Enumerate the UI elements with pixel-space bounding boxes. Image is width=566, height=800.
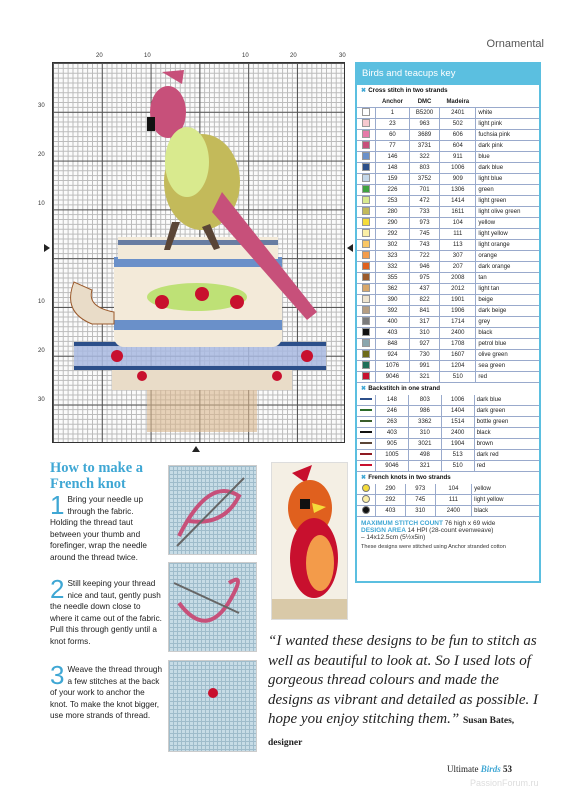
dmc-number: 3752 [409,174,439,185]
colour-name: black [472,506,539,517]
thread-swatch [357,240,376,251]
colour-name: black [474,428,539,439]
howto-title: How to make a French knot [50,460,144,492]
key-row [357,417,539,428]
anchor-number: 392 [376,306,410,317]
madeira-number: 1611 [440,207,476,218]
madeira-number: 1404 [441,406,474,417]
thread-swatch [357,273,376,284]
dmc-number: 745 [409,229,439,240]
designer-quote: “I wanted these designs to be fun to stitch as well as beautiful to look at. So I used lots of gorgeous thread colours and made the designs as vibrant and detailed as possible. I hope you enjoy stitching them.” Susan Bates, designer [268,633,538,748]
colour-name: beige [476,295,539,306]
dmc-number: 841 [409,306,439,317]
cardinal-stitched-photo [271,462,348,620]
colour-name: dark blue [476,163,539,174]
thread-swatch [357,284,376,295]
anchor-number: 146 [376,152,410,163]
thread-swatch [357,439,376,450]
dmc-number: 310 [408,428,441,439]
madeira-number: 513 [441,450,474,461]
thread-swatch [357,218,376,229]
key-title: Birds and teacups key [357,64,539,85]
madeira-number: 2008 [440,273,476,284]
design-size: – 14x12.5cm (5½x5in) [361,534,426,541]
col-madeira: Madeira [440,97,476,108]
anchor-number: 226 [376,185,410,196]
step-1: 1 Bring your needle up through the fabric. Holding the thread taut between your thumb and forefinger, wrap the needle around the thread twice. [50,490,147,562]
madeira-number: 2400 [440,328,476,339]
anchor-number: 403 [376,506,406,517]
key-row [357,339,539,350]
colour-name: brown [474,439,539,450]
key-row [357,284,539,295]
anchor-number: 400 [376,317,410,328]
madeira-number: 1514 [441,417,474,428]
thread-swatch [357,174,376,185]
madeira-number: 1708 [440,339,476,350]
dmc-number: 321 [409,372,439,383]
design-area: DESIGN AREA 14 HPI (28-count evenweave) [361,527,494,534]
thread-note: These designs were stitched using Anchor stranded cotton [361,544,506,550]
key-row [357,295,539,306]
dmc-number: 991 [409,361,439,372]
dmc-number: 701 [409,185,439,196]
backstitch-header: ✖ Backstitch in one strand [361,385,441,392]
thread-key [355,62,541,583]
madeira-number: 2012 [440,284,476,295]
center-arrow-bottom [192,446,200,452]
top-tick: 20 [96,53,103,59]
dmc-number: 310 [405,506,435,517]
dmc-number: 973 [409,218,439,229]
anchor-number: 60 [376,130,410,141]
madeira-number: 502 [440,119,476,130]
key-row [357,495,539,506]
anchor-number: 159 [376,174,410,185]
dmc-number: 3362 [408,417,441,428]
key-row [357,372,539,383]
dmc-number: 498 [408,450,441,461]
anchor-number: 253 [376,196,410,207]
watermark: PassionForum.ru [470,778,539,788]
left-tick: 20 [38,348,45,354]
thread-swatch [357,406,376,417]
key-row [357,273,539,284]
dmc-number: 986 [408,406,441,417]
colour-name: black [476,328,539,339]
madeira-number: 911 [440,152,476,163]
left-tick: 20 [38,152,45,158]
key-row [357,328,539,339]
colour-name: light blue [476,174,539,185]
thread-swatch [357,361,376,372]
thread-swatch [357,251,376,262]
colour-name: light tan [476,284,539,295]
madeira-number: 510 [440,372,476,383]
key-row [357,506,539,517]
left-tick: 30 [38,103,45,109]
cross-stitch-header: ✖ Cross stitch in two strands [361,87,448,94]
colour-name: light green [476,196,539,207]
dmc-number: 3689 [409,130,439,141]
madeira-number: 1901 [440,295,476,306]
anchor-number: 77 [376,141,410,152]
dmc-number: 946 [409,262,439,273]
key-row [357,461,539,472]
anchor-number: 302 [376,240,410,251]
step-1-photo [168,465,257,555]
madeira-number: 111 [440,229,476,240]
colour-name: olive green [476,350,539,361]
anchor-number: 23 [376,119,410,130]
saucer-pattern [74,342,326,432]
anchor-number: 290 [376,218,410,229]
colour-name: red [476,372,539,383]
col-anchor: Anchor [376,97,410,108]
cross-stitch-table [357,97,539,383]
thread-swatch [357,506,376,517]
colour-name: petrol blue [476,339,539,350]
dmc-number: 321 [408,461,441,472]
anchor-number: 362 [376,284,410,295]
dmc-number: 437 [409,284,439,295]
colour-name: dark beige [476,306,539,317]
key-row [357,196,539,207]
top-tick: 30 [339,53,346,59]
anchor-number: 263 [376,417,409,428]
anchor-number: 246 [376,406,409,417]
madeira-number: 111 [435,495,471,506]
thread-swatch [357,428,376,439]
backstitch-table [357,395,539,472]
madeira-number: 1414 [440,196,476,207]
madeira-number: 113 [440,240,476,251]
thread-swatch [357,328,376,339]
madeira-number: 604 [440,141,476,152]
dmc-number: 322 [409,152,439,163]
step-2: 2 Still keeping your thread nice and taut, gently push the needle down close to where it came out of the fabric. Pull this through gently until a knot forms. [50,574,162,646]
key-columns [357,97,539,108]
thread-swatch [357,163,376,174]
colour-name: yellow [476,218,539,229]
anchor-number: 292 [376,495,406,506]
dmc-number: 3021 [408,439,441,450]
thread-swatch [357,185,376,196]
dmc-number: 963 [409,119,439,130]
x-icon: ✖ [361,385,367,392]
madeira-number: 1204 [440,361,476,372]
section-title: Ornamental [486,38,544,50]
dmc-number: 803 [408,395,441,406]
key-row [357,108,539,119]
anchor-number: 9046 [376,461,409,472]
key-row [357,306,539,317]
colour-name: light yellow [472,495,539,506]
left-tick: 10 [38,201,45,207]
anchor-number: 905 [376,439,409,450]
thread-swatch [357,350,376,361]
anchor-number: 390 [376,295,410,306]
center-arrow-left [44,244,50,252]
anchor-number: 1 [376,108,410,119]
anchor-number: 403 [376,428,409,439]
colour-name: sea green [476,361,539,372]
thread-swatch [357,395,376,406]
anchor-number: 280 [376,207,410,218]
thread-swatch [357,196,376,207]
dmc-number: 803 [409,163,439,174]
dmc-number: 822 [409,295,439,306]
colour-name: fuchsia pink [476,130,539,141]
key-row [357,395,539,406]
madeira-number: 1906 [440,306,476,317]
key-row [357,119,539,130]
key-row [357,152,539,163]
thread-swatch [357,339,376,350]
left-tick: 30 [38,397,45,403]
step-2-photo [168,562,257,652]
madeira-number: 2401 [440,108,476,119]
thread-swatch [357,130,376,141]
anchor-number: 1076 [376,361,410,372]
thread-swatch [357,119,376,130]
key-row [357,185,539,196]
key-row [357,439,539,450]
left-tick: 10 [38,299,45,305]
key-row [357,163,539,174]
madeira-number: 1306 [440,185,476,196]
thread-swatch [357,372,376,383]
center-arrow-right [347,244,353,252]
colour-name: dark blue [474,395,539,406]
x-icon: ✖ [361,474,367,481]
colour-name: yellow [472,484,539,495]
key-row [357,229,539,240]
dmc-number: 927 [409,339,439,350]
key-row [357,262,539,273]
step-3-photo [168,660,257,752]
top-tick: 10 [242,53,249,59]
key-row [357,174,539,185]
colour-name: red [474,461,539,472]
anchor-number: 403 [376,328,410,339]
anchor-number: 924 [376,350,410,361]
thread-swatch [357,152,376,163]
page-footer: Ultimate Birds 53 [447,764,513,774]
madeira-number: 606 [440,130,476,141]
dmc-number: B5200 [409,108,439,119]
anchor-number: 9046 [376,372,410,383]
key-row [357,406,539,417]
thread-swatch [357,306,376,317]
thread-swatch [357,262,376,273]
key-row [357,251,539,262]
anchor-number: 332 [376,262,410,273]
dmc-number: 472 [409,196,439,207]
anchor-number: 292 [376,229,410,240]
thread-swatch [357,461,376,472]
madeira-number: 1607 [440,350,476,361]
madeira-number: 104 [440,218,476,229]
step-3: 3 Weave the thread through a few stitches at the back of your work to anchor the knot. To make the knot bigger, use more strands of thread. [50,660,162,721]
madeira-number: 1006 [441,395,474,406]
colour-name: dark orange [476,262,539,273]
thread-swatch [357,450,376,461]
thread-swatch [357,495,376,506]
dmc-number: 722 [409,251,439,262]
colour-name: grey [476,317,539,328]
colour-name: light orange [476,240,539,251]
dmc-number: 733 [409,207,439,218]
colour-name: bottle green [474,417,539,428]
madeira-number: 2400 [435,506,471,517]
french-knot-header: ✖ French knots in two strands [361,474,451,481]
anchor-number: 148 [376,395,409,406]
dmc-number: 310 [409,328,439,339]
key-row [357,361,539,372]
top-tick: 10 [144,53,151,59]
colour-name: dark pink [476,141,539,152]
madeira-number: 1904 [441,439,474,450]
madeira-number: 1714 [440,317,476,328]
thread-swatch [357,317,376,328]
key-row [357,428,539,439]
anchor-number: 1005 [376,450,409,461]
key-row [357,218,539,229]
key-row [357,317,539,328]
colour-name: light yellow [476,229,539,240]
key-row [357,240,539,251]
colour-name: dark red [474,450,539,461]
thread-swatch [357,141,376,152]
colour-name: light pink [476,119,539,130]
dmc-number: 745 [405,495,435,506]
thread-swatch [357,417,376,428]
key-row [357,207,539,218]
thread-swatch [357,108,376,119]
x-icon: ✖ [361,87,367,94]
dmc-number: 973 [405,484,435,495]
madeira-number: 104 [435,484,471,495]
french-knot-table [357,484,539,517]
quote-credit: Susan Bates, designer [268,716,515,748]
dmc-number: 730 [409,350,439,361]
madeira-number: 207 [440,262,476,273]
anchor-number: 355 [376,273,410,284]
anchor-number: 148 [376,163,410,174]
dmc-number: 743 [409,240,439,251]
key-row [357,130,539,141]
madeira-number: 510 [441,461,474,472]
madeira-number: 2400 [441,428,474,439]
colour-name: orange [476,251,539,262]
key-row [357,141,539,152]
key-row [357,484,539,495]
colour-name: dark green [474,406,539,417]
anchor-number: 290 [376,484,406,495]
thread-swatch [357,207,376,218]
colour-name: green [476,185,539,196]
thread-swatch [357,295,376,306]
madeira-number: 1006 [440,163,476,174]
stitch-count: MAXIMUM STITCH COUNT 76 high x 69 wide [361,520,496,527]
chart-pattern [52,62,345,443]
anchor-number: 848 [376,339,410,350]
key-row [357,350,539,361]
colour-name: white [476,108,539,119]
colour-name: light olive green [476,207,539,218]
madeira-number: 307 [440,251,476,262]
madeira-number: 909 [440,174,476,185]
colour-name: tan [476,273,539,284]
thread-swatch [357,484,376,495]
colour-name: blue [476,152,539,163]
dmc-number: 975 [409,273,439,284]
dmc-number: 3731 [409,141,439,152]
anchor-number: 323 [376,251,410,262]
dmc-number: 317 [409,317,439,328]
thread-swatch [357,229,376,240]
key-row [357,450,539,461]
col-dmc: DMC [409,97,439,108]
top-tick: 20 [290,53,297,59]
cross-stitch-chart [38,53,346,443]
